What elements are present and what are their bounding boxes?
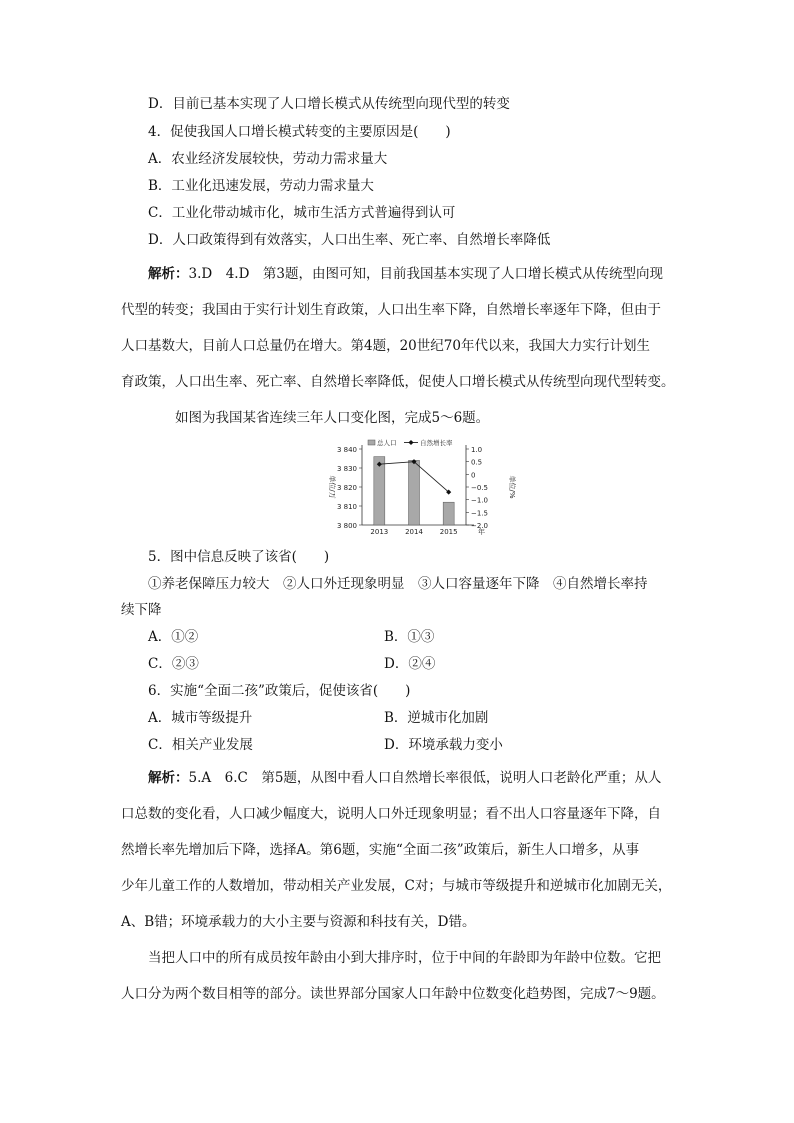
answer-3-4-line4: 育政策，人口出生率、死亡率、自然增长率降低，促使人口增长模式从传统型向现代型转变。	[121, 374, 675, 390]
q4-option-c: C．工业化带动城市化，城市生活方式普遍得到认可	[148, 205, 456, 221]
q5-option-c: C．②③	[148, 656, 199, 672]
intro-7-9-line1: 当把人口中的所有成员按年龄由小到大排序时，位于中间的年龄即为年龄中位数。它把	[148, 950, 661, 966]
q4-option-b: B．工业化迅速发展，劳动力需求量大	[148, 178, 374, 194]
intro-5-6: 如图为我国某省连续三年人口变化图，完成5～6题。	[175, 410, 490, 426]
x-axis-unit: 年	[478, 528, 485, 536]
q5-stem: 5．图中信息反映了该省( )	[148, 549, 330, 565]
q6-stem: 6．实施“全面二孩”政策后，促使该省( )	[148, 683, 411, 699]
answer-text: 5.A 6.C 第5题，从图中看人口自然增长率很低，说明人口老龄化严重；从人	[188, 770, 662, 786]
q6-option-b: B．逆城市化加剧	[384, 710, 489, 726]
q3-option-d: D．目前已基本实现了人口增长模式从传统型向现代型的转变	[148, 96, 510, 112]
right-tick-label: 0	[471, 471, 476, 480]
right-tick-label: −1.0	[471, 496, 488, 505]
y-left-label: 单位/万	[328, 475, 336, 499]
answer-5-6-line2: 口总数的变化看，人口减少幅度大，说明人口外迁现象明显；看不出人口容量逐年下降，自	[121, 806, 661, 822]
bar-total-population	[443, 502, 454, 525]
legend-line-marker	[408, 440, 413, 445]
q5-option-a: A．①②	[148, 629, 199, 645]
x-tick-label: 2014	[405, 528, 423, 536]
answer-5-6-line4: 少年儿童工作的人数增加，带动相关产业发展，C对；与城市等级提升和逆城市化加剧无关，	[121, 878, 672, 894]
q4-option-d: D．人口政策得到有效落实，人口出生率、死亡率、自然增长率降低	[148, 232, 551, 248]
answer-5-6-line1	[148, 769, 661, 787]
answer-label: 解析：	[148, 266, 189, 282]
x-tick-label: 2013	[370, 528, 389, 536]
q6-option-a: A．城市等级提升	[148, 710, 253, 726]
bar-total-population	[374, 457, 385, 525]
q4-option-a: A．农业经济发展较快，劳动力需求量大	[148, 151, 388, 167]
answer-3-4-line2: 代型的转变；我国由于实行计划生育政策，人口出生率下降，自然增长率逐年下降，但由于	[121, 302, 661, 318]
legend-line-label: 自然增长率	[420, 439, 453, 447]
intro-7-9-line2: 人口分为两个数目相等的部分。读世界部分国家人口年龄中位数变化趋势图，完成7～9题。	[121, 986, 665, 1002]
left-tick-label: 3 830	[336, 465, 357, 473]
left-tick-label: 3 820	[336, 484, 357, 492]
q5-option-d: D．②④	[384, 656, 436, 672]
answer-5-6-line5: A、B错；环境承载力的大小主要与资源和科技有关，D错。	[121, 914, 476, 930]
q5-items-line1: ①养老保障压力较大 ②人口外迁现象明显 ③人口容量逐年下降 ④自然增长率持	[148, 576, 648, 592]
answer-label: 解析：	[148, 770, 189, 786]
left-tick-label: 3 840	[336, 446, 357, 454]
left-tick-label: 3 810	[336, 503, 357, 511]
q4-stem: 4．促使我国人口增长模式转变的主要原因是( )	[148, 124, 451, 140]
q6-option-c: C．相关产业发展	[148, 737, 253, 753]
right-tick-label: −0.5	[471, 484, 488, 492]
answer-5-6-line3: 然增长率先增加后下降，选择A。第6题，实施“全面二孩”政策后，新生人口增多，从事	[121, 842, 640, 858]
x-tick-label: 2015	[439, 528, 458, 536]
right-tick-label: 1.0	[471, 446, 483, 454]
right-tick-label: −2.0	[471, 522, 488, 530]
right-tick-label: −1.5	[471, 509, 488, 518]
answer-text: 3.D 4.D 第3题，由图可知，目前我国基本实现了人口增长模式从传统型向现	[188, 266, 663, 282]
left-tick-label: 3 800	[336, 522, 357, 530]
right-tick-label: 0.5	[471, 458, 483, 467]
legend-bar-label: 总人口	[377, 439, 397, 447]
q5-items-line2: 续下降	[121, 602, 162, 618]
q5-option-b: B．①③	[384, 629, 435, 645]
legend-bar-swatch	[368, 440, 375, 445]
population-chart	[318, 437, 518, 547]
y-right-label: 单位/%	[508, 475, 516, 499]
answer-3-4-line3: 人口基数大，目前人口总量仍在增大。第4题，20世纪70年代以来，我国大力实行计划生	[121, 338, 650, 354]
q6-option-d: D．环境承载力变小	[384, 737, 503, 753]
answer-3-4-line1	[148, 265, 663, 283]
bar-total-population	[409, 460, 420, 525]
